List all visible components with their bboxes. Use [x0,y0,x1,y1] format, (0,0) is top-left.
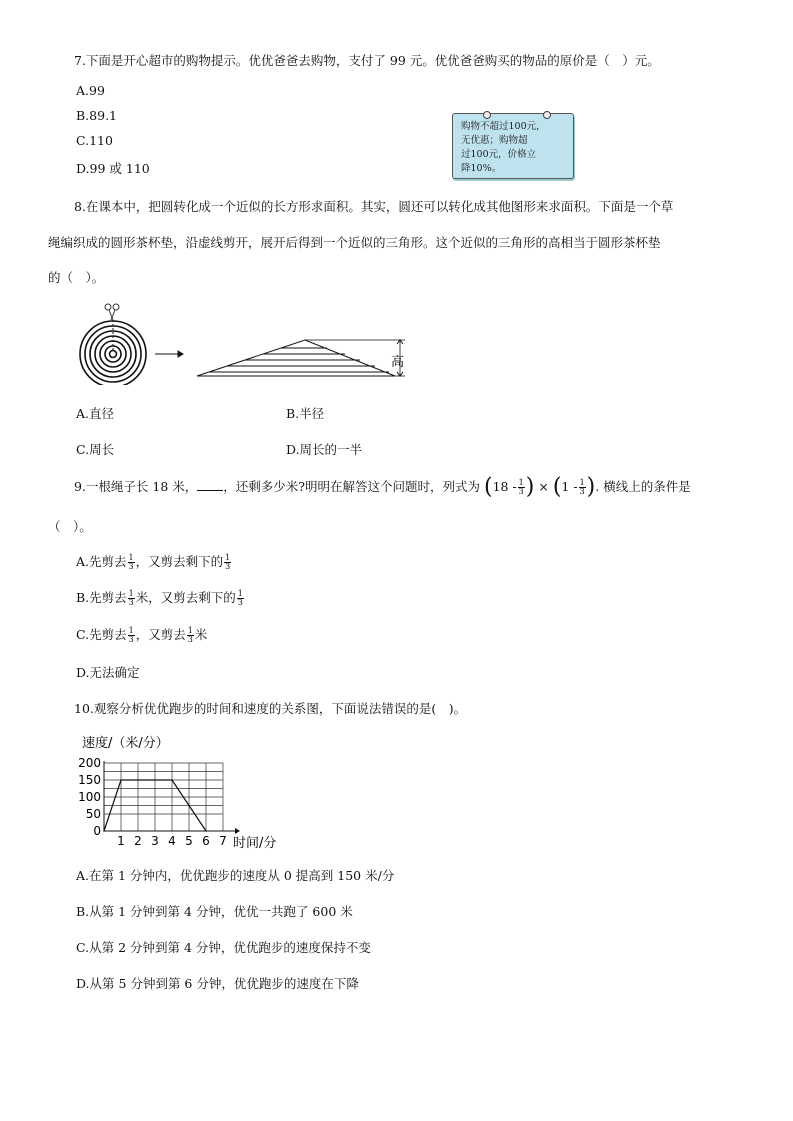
q7-option-d[interactable]: D.99 或 110 [76,161,150,176]
chart-x-ticks [117,834,227,848]
series-point [205,830,207,832]
q9-opt-b-text1: B.先剪去 [76,590,127,605]
scissors-icon [105,304,119,320]
q10-option-d[interactable]: D.从第 5 分钟到第 6 分钟，优优跑步的速度在下降 [76,976,359,991]
q8-stem-line2: 绳编织成的圆形茶杯垫，沿虚线剪开，展开后得到一个近似的三角形。这个近似的三角形的高相当于圆形茶杯垫 [48,235,661,250]
q9-opt-c-text3: 米 [194,627,208,642]
x-tick-label: 5 [185,834,193,848]
fraction-one-third: $\frac{1}{3}$ [187,626,193,644]
fraction-one-third: $\frac{1}{3}$ [128,553,134,571]
q10-option-b[interactable]: B.从第 1 分钟到第 4 分钟，优优一共跑了 600 米 [76,904,353,919]
q9-opt-a-text2: ，又剪去剩下的 [135,554,224,569]
q9-option-a[interactable] [76,553,232,571]
q8-stem-line1: 8.在课本中，把圆转化成一个近似的长方形求面积。其实，圆还可以转化成其他图形来求面积。下面是一个草 [74,199,674,214]
note-line: 过100元，价格立 [461,149,537,160]
paren-open: ( [552,474,562,500]
series-point [120,779,122,781]
height-label: 高 [391,355,405,370]
q9-stem-b: ，还剩多少米?明明在解答这个问题时，列式为 [223,479,480,494]
q7-stem: 7.下面是开心超市的购物提示。优优爸爸去购物，支付了 99 元。优优爸爸购买的物品的原价是（ ）元。 [74,53,660,68]
fraction-one-third: $\frac{1}{3}$ [579,478,585,496]
triangle-figure [197,340,405,376]
chart-ylabel: 速度/（米/分） [82,736,169,751]
x-tick-label: 1 [117,834,125,848]
q10-option-a[interactable]: A.在第 1 分钟内，优优跑步的速度从 0 提高到 150 米/分 [76,868,395,883]
q9-opt-c-text2: ，又剪去 [135,627,186,642]
y-tick-label: 0 [93,824,101,838]
x-tick-label: 3 [151,834,159,848]
q9-opt-c-text1: C.先剪去 [76,627,127,642]
q8-option-d[interactable]: D.周长的一半 [286,442,363,457]
series-point [103,830,105,832]
pin-icon [543,111,551,119]
chart-grid [104,763,223,831]
q8-figure [75,300,435,385]
fraction-one-third: $\frac{1}{3}$ [225,553,231,571]
expr-18: 18 - [492,479,517,494]
paren-close: ) [586,474,596,500]
fraction-one-third: $\frac{1}{3}$ [237,589,243,607]
q9-option-d[interactable]: D.无法确定 [76,665,140,680]
note-line: 降10%。 [461,163,502,174]
q8-stem-line3: 的（ ）。 [48,270,105,285]
shopping-tip-note [452,113,574,179]
q9-option-c[interactable] [76,626,207,644]
expr-times: × [538,479,549,494]
y-tick-label: 50 [85,807,101,821]
pin-icon [483,111,491,119]
x-tick-label: 2 [134,834,142,848]
series-point [171,779,173,781]
q9-stem-a: 9.一根绳子长 18 米， [74,479,198,494]
y-tick-label: 150 [78,773,101,787]
x-axis-arrow [235,828,240,834]
chart-xlabel: 时间/分 [233,836,277,851]
paren-open: ( [483,474,493,500]
q9-blank [197,478,223,491]
q7-option-a[interactable]: A.99 [76,83,105,98]
q10-stem: 10.观察分析优优跑步的时间和速度的关系图，下面说法错误的是( )。 [74,701,467,716]
x-tick-label: 4 [168,834,176,848]
chart-y-ticks [78,756,101,838]
paren-close: ) [525,474,535,500]
q9-stem-line2: （ ）。 [48,519,92,534]
note-line: 无优惠；购物超 [461,135,528,146]
x-tick-label: 7 [219,834,227,848]
fraction-one-third: $\frac{1}{3}$ [128,589,134,607]
q8-option-a[interactable]: A.直径 [76,406,115,421]
coaster-circles [80,321,146,385]
q8-option-b[interactable]: B.半径 [286,406,325,421]
q9-option-b[interactable] [76,589,245,607]
q8-option-c[interactable]: C.周长 [76,442,115,457]
q9-stem-c: . 横线上的条件是 [595,479,691,494]
y-tick-label: 200 [78,756,101,770]
y-tick-label: 100 [78,790,101,804]
q9-stem [74,474,691,500]
note-text [461,120,546,176]
fraction-one-third: $\frac{1}{3}$ [518,478,524,496]
q9-opt-a-text1: A.先剪去 [76,554,127,569]
q7-option-c[interactable]: C.110 [76,133,113,148]
speed-time-chart [72,733,302,853]
note-line: 购物不超过100元， [461,121,546,132]
arrow-right-icon [155,351,183,357]
expr-1: 1 - [561,479,578,494]
fraction-one-third: $\frac{1}{3}$ [128,626,134,644]
q9-opt-b-text2: 米，又剪去剩下的 [135,590,236,605]
q10-option-c[interactable]: C.从第 2 分钟到第 4 分钟，优优跑步的速度保持不变 [76,940,371,955]
x-tick-label: 6 [202,834,210,848]
q7-option-b[interactable]: B.89.1 [76,108,117,123]
